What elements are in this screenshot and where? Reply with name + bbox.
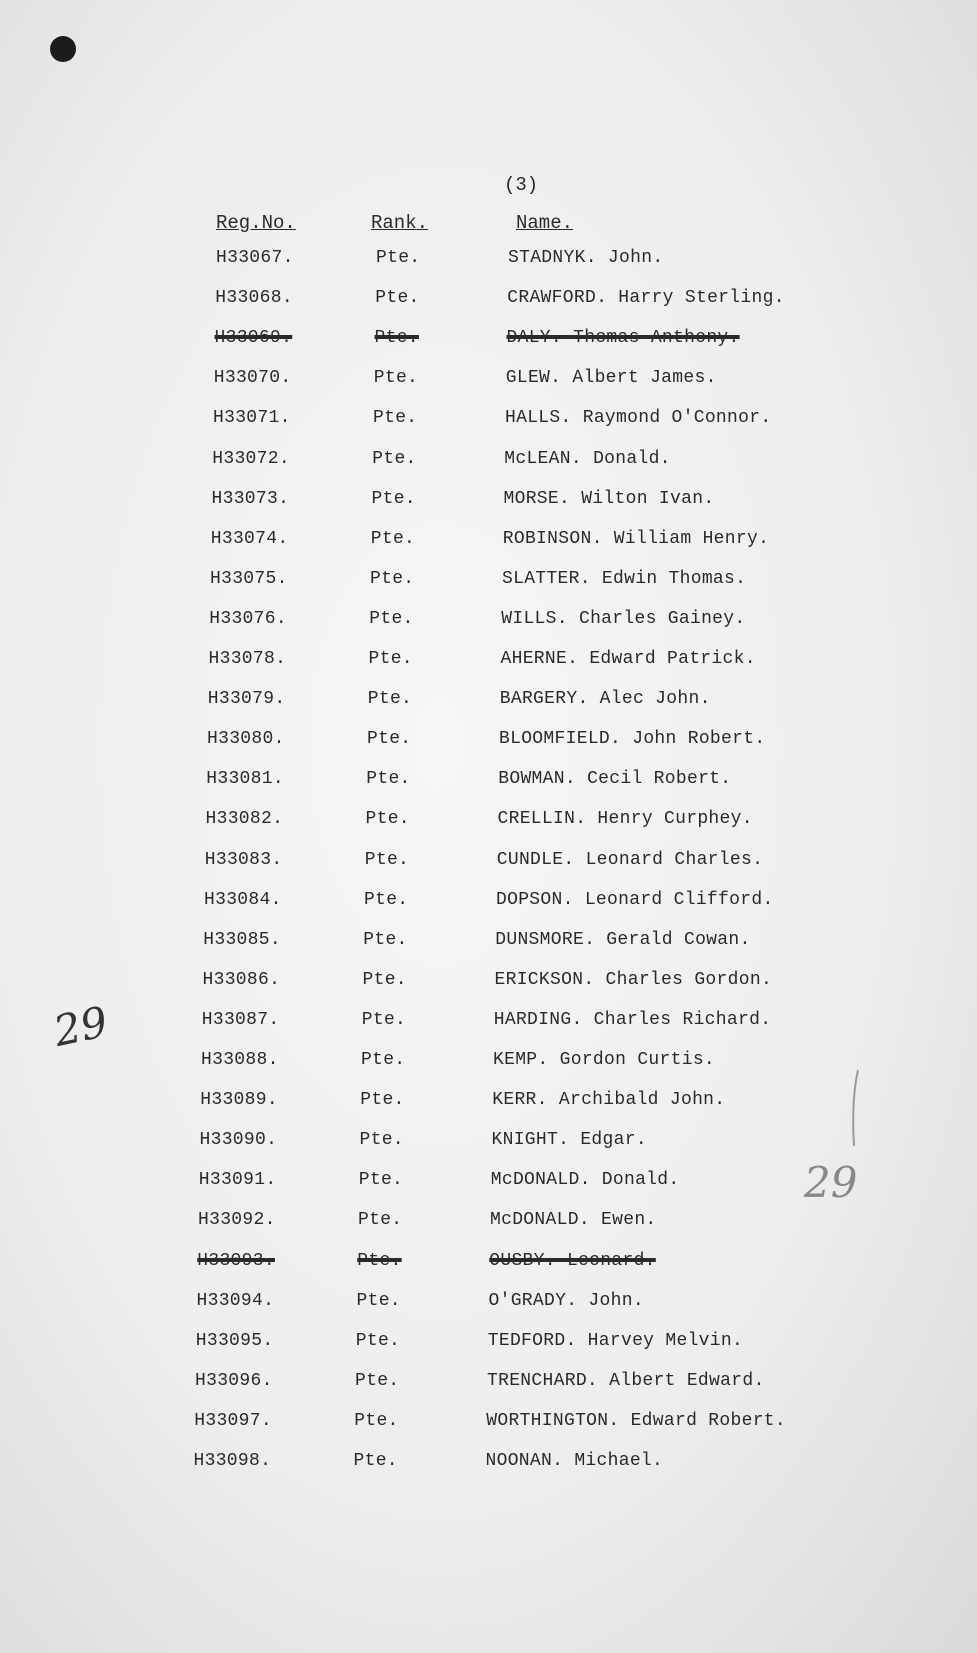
roster-reg-no: H33080. bbox=[207, 729, 285, 750]
roster-reg-no: H33081. bbox=[206, 769, 284, 790]
roster-reg-no: H33084. bbox=[204, 889, 282, 910]
roster-rank: Pte. bbox=[367, 729, 412, 750]
roster-rank: Pte. bbox=[374, 328, 419, 349]
roster-rank: Pte. bbox=[367, 689, 413, 710]
handwritten-note-right: 29 bbox=[804, 1158, 858, 1207]
roster-name: McLEAN. Donald. bbox=[504, 448, 671, 469]
roster-reg-no: H33082. bbox=[205, 809, 284, 830]
roster-reg-no: H33098. bbox=[193, 1451, 272, 1471]
punch-hole bbox=[50, 36, 76, 62]
roster-rank: Pte. bbox=[373, 368, 419, 389]
roster-row bbox=[201, 1050, 977, 1090]
roster-row bbox=[194, 1451, 977, 1491]
roster-row bbox=[205, 850, 977, 890]
roster-rank: Pte. bbox=[353, 1451, 398, 1471]
pencil-mark bbox=[850, 1068, 860, 1148]
roster-reg-no: H33078. bbox=[208, 649, 287, 669]
roster-rank: Pte. bbox=[361, 1050, 406, 1070]
roster-reg-no: H33086. bbox=[202, 969, 281, 990]
roster-name: STADNYK. John. bbox=[508, 248, 664, 268]
roster-row bbox=[206, 769, 977, 809]
roster-name: DOPSON. Leonard Clifford. bbox=[496, 889, 774, 910]
roster-reg-no: H33092. bbox=[198, 1210, 276, 1231]
roster-name: DUNSMORE. Gerald Cowan. bbox=[495, 929, 751, 950]
roster-row bbox=[210, 569, 977, 609]
roster-reg-no: H33096. bbox=[195, 1370, 273, 1391]
roster-name: MORSE. Wilton Ivan. bbox=[503, 488, 715, 509]
roster-name: HALLS. Raymond O'Connor. bbox=[505, 408, 772, 429]
roster-name: ROBINSON. William Henry. bbox=[502, 528, 770, 549]
roster-reg-no: H33085. bbox=[203, 929, 281, 950]
roster-row bbox=[211, 529, 977, 569]
roster-name: CRAWFORD. Harry Sterling. bbox=[507, 288, 785, 309]
roster-reg-no: H33089. bbox=[200, 1090, 278, 1111]
roster-name: BLOOMFIELD. John Robert. bbox=[499, 729, 766, 750]
roster-name: SLATTER. Edwin Thomas. bbox=[502, 568, 747, 589]
roster-row bbox=[200, 1090, 977, 1130]
roster-reg-no: H33075. bbox=[210, 568, 288, 589]
roster-rank: Pte. bbox=[358, 1170, 404, 1191]
roster-row bbox=[198, 1210, 977, 1250]
roster-reg-no: H33074. bbox=[210, 528, 289, 549]
roster-name: ERICKSON. Charles Gordon. bbox=[494, 969, 773, 990]
roster-reg-no: H33067. bbox=[216, 248, 294, 268]
roster-rank: Pte. bbox=[363, 929, 408, 950]
roster-row bbox=[199, 1170, 977, 1210]
roster-rank: Pte. bbox=[361, 1009, 407, 1030]
roster-rank: Pte. bbox=[356, 1290, 401, 1311]
roster-name: McDONALD. Donald. bbox=[490, 1170, 680, 1191]
roster-reg-no: H33095. bbox=[195, 1330, 274, 1351]
roster-rank: Pte. bbox=[358, 1210, 403, 1231]
roster-rank: Pte. bbox=[369, 608, 414, 629]
roster-rank: Pte. bbox=[364, 889, 409, 910]
roster-row bbox=[212, 489, 977, 529]
roster-rank: Pte. bbox=[360, 1090, 405, 1111]
roster-row bbox=[209, 609, 977, 649]
roster-rank: Pte. bbox=[370, 528, 416, 549]
roster-rank: Pte. bbox=[364, 849, 410, 870]
roster-row bbox=[196, 1331, 977, 1371]
roster-name: NOONAN. Michael. bbox=[485, 1451, 664, 1471]
roster-reg-no: H33070. bbox=[213, 368, 292, 389]
roster-name: KEMP. Gordon Curtis. bbox=[493, 1050, 716, 1070]
roster-row bbox=[212, 449, 977, 489]
roster-reg-no: H33097. bbox=[194, 1410, 272, 1431]
page-number: (3) bbox=[504, 174, 539, 196]
roster-row bbox=[215, 288, 977, 328]
roster-reg-no: H33091. bbox=[198, 1170, 277, 1191]
roster-reg-no: H33083. bbox=[204, 849, 283, 870]
roster-name: BARGERY. Alec John. bbox=[499, 689, 711, 710]
roster-reg-no: H33076. bbox=[209, 608, 287, 629]
header-rank: Rank. bbox=[371, 212, 429, 234]
roster-name: HARDING. Charles Richard. bbox=[493, 1009, 772, 1030]
roster-name: KNIGHT. Edgar. bbox=[491, 1130, 647, 1151]
roster-reg-no: H33072. bbox=[212, 448, 290, 469]
roster-row bbox=[200, 1130, 977, 1170]
roster-rank: Pte. bbox=[359, 1130, 404, 1151]
roster-reg-no: H33079. bbox=[207, 689, 286, 710]
roster-reg-no: H33088. bbox=[201, 1050, 279, 1070]
roster-rank: Pte. bbox=[365, 809, 410, 830]
roster-row bbox=[216, 248, 977, 288]
roster-name: CUNDLE. Leonard Charles. bbox=[496, 849, 764, 870]
roster-name: McDONALD. Ewen. bbox=[490, 1210, 657, 1231]
roster-row bbox=[206, 809, 977, 849]
roster-reg-no: H33090. bbox=[199, 1130, 278, 1151]
roster-rank: Pte. bbox=[371, 488, 416, 509]
roster-row bbox=[202, 1010, 977, 1050]
roster-row bbox=[213, 408, 977, 448]
roster-rank: Pte. bbox=[362, 969, 407, 990]
roster-rank: Pte. bbox=[357, 1250, 402, 1271]
roster-row bbox=[203, 930, 977, 970]
roster-name: WORTHINGTON. Edward Robert. bbox=[486, 1410, 786, 1431]
roster-row bbox=[215, 328, 977, 368]
roster-rank: Pte. bbox=[375, 288, 420, 309]
roster-row bbox=[204, 890, 977, 930]
roster-name: WILLS. Charles Gainey. bbox=[501, 608, 746, 629]
roster-reg-no: H33073. bbox=[211, 488, 290, 509]
roster-rank: Pte. bbox=[373, 408, 418, 429]
roster-name: AHERNE. Edward Patrick. bbox=[500, 649, 756, 669]
roster-rank: Pte. bbox=[368, 649, 413, 669]
roster-rank: Pte. bbox=[366, 769, 411, 790]
roster-row bbox=[208, 689, 977, 729]
roster-reg-no: H33093. bbox=[197, 1250, 275, 1271]
roster-reg-no: H33094. bbox=[196, 1290, 275, 1311]
roster-row bbox=[195, 1371, 977, 1411]
roster-row bbox=[197, 1291, 977, 1331]
roster-name: TRENCHARD. Albert Edward. bbox=[487, 1370, 765, 1391]
roster-reg-no: H33069. bbox=[214, 328, 293, 349]
roster-name: CRELLIN. Henry Curphey. bbox=[497, 809, 753, 830]
header-name: Name. bbox=[516, 212, 574, 234]
roster-name: OUSBY. Leonard. bbox=[489, 1250, 656, 1271]
roster-name: BOWMAN. Cecil Robert. bbox=[498, 769, 732, 790]
roster-rank: Pte. bbox=[370, 568, 415, 589]
roster-row bbox=[194, 1411, 977, 1451]
roster-name: GLEW. Albert James. bbox=[505, 368, 717, 389]
header-reg-no: Reg.No. bbox=[216, 212, 296, 234]
roster-rank: Pte. bbox=[372, 448, 417, 469]
roster-rank: Pte. bbox=[355, 1370, 400, 1391]
roster-row bbox=[207, 729, 977, 769]
handwritten-note-left: 29 bbox=[49, 996, 112, 1057]
roster-reg-no: H33068. bbox=[215, 288, 293, 309]
roster-row bbox=[203, 970, 977, 1010]
roster-row bbox=[214, 368, 977, 408]
roster-reg-no: H33087. bbox=[201, 1009, 280, 1030]
roster-row bbox=[209, 649, 977, 689]
roster-reg-no: H33071. bbox=[213, 408, 291, 429]
roster-name: TEDFORD. Harvey Melvin. bbox=[487, 1330, 744, 1351]
roster-name: KERR. Archibald John. bbox=[492, 1090, 726, 1111]
roster-rank: Pte. bbox=[354, 1410, 399, 1431]
roster-name: DALY. Thomas Anthony. bbox=[506, 328, 740, 349]
roster-rank: Pte. bbox=[355, 1330, 401, 1351]
roster-rank: Pte. bbox=[376, 248, 421, 268]
roster-row bbox=[197, 1251, 977, 1291]
roster-name: O'GRADY. John. bbox=[488, 1290, 644, 1311]
